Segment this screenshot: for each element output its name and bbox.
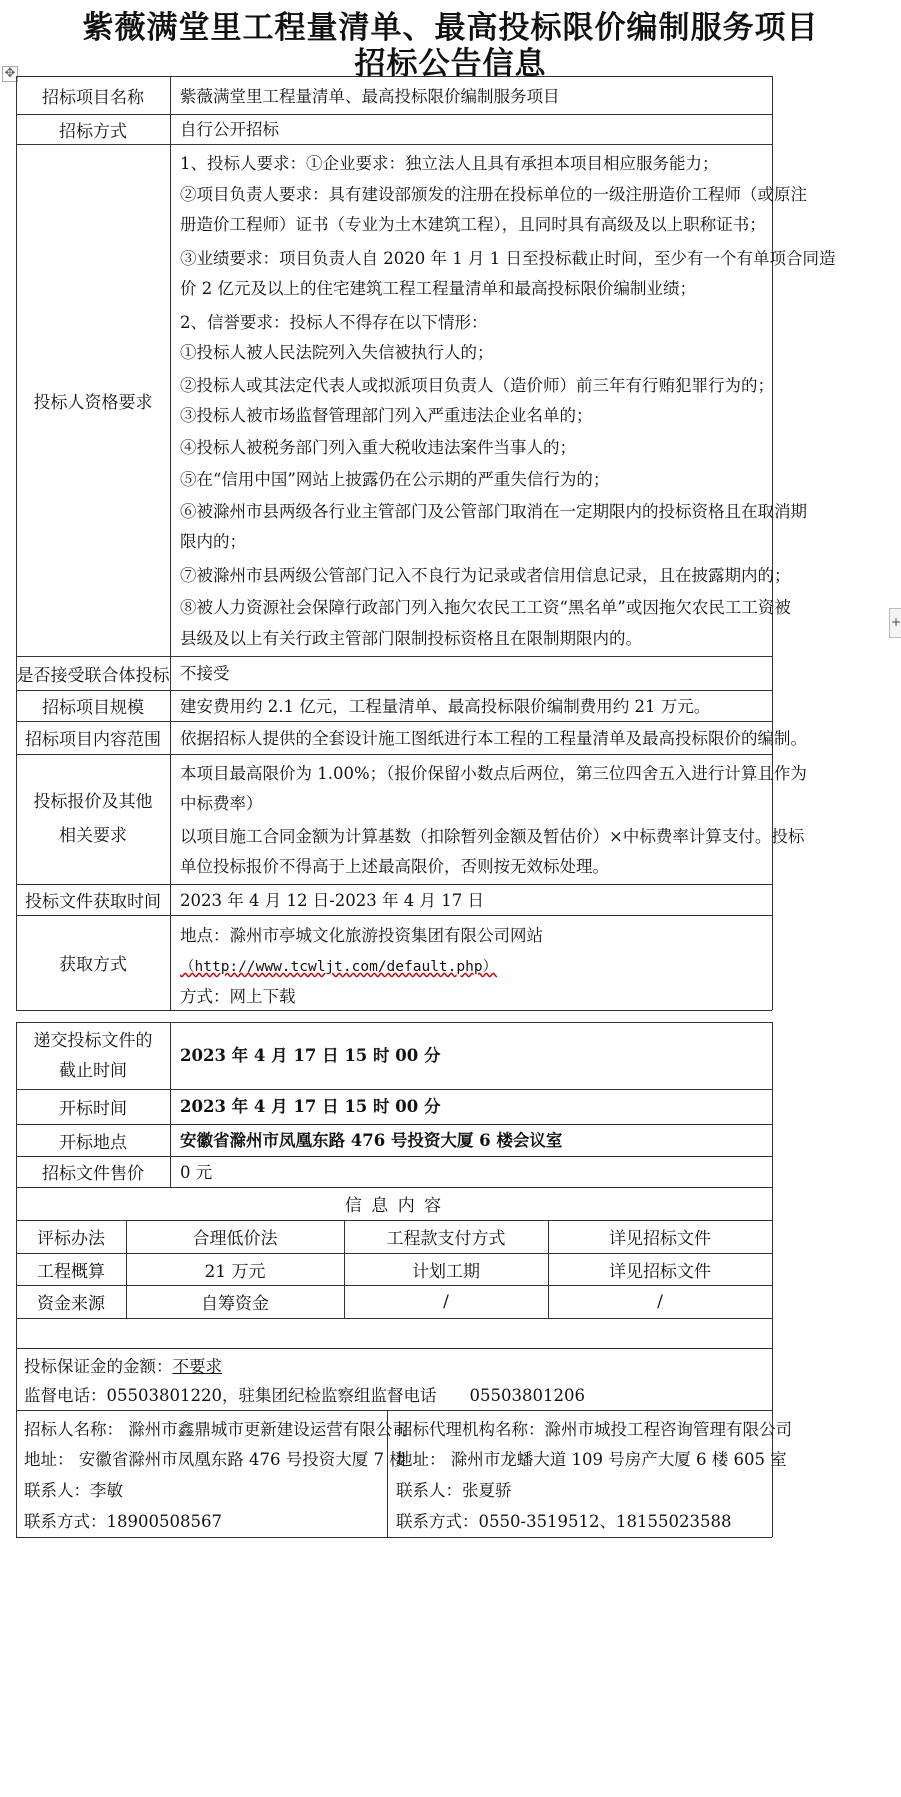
value-open-time: 2023 年 4 月 17 日 15 时 00 分 bbox=[180, 1097, 441, 1116]
supervision-phones: 监督电话：05503801220，驻集团纪检监察组监督电话 05503801206 bbox=[24, 1386, 585, 1405]
value-obtain-method: 方式：网上下载 bbox=[180, 987, 296, 1006]
info-grid-label: 工程款支付方式 bbox=[386, 1229, 506, 1249]
qualification-line: 2、信誉要求：投标人不得存在以下情形： bbox=[180, 313, 488, 332]
qualification-line: 限内的； bbox=[180, 532, 246, 551]
value-open-place: 安徽省滁州市凤凰东路 476 号投资大厦 6 楼会议室 bbox=[180, 1131, 563, 1150]
label-deadline-line2: 截止时间 bbox=[59, 1060, 127, 1081]
agent-phone: 联系方式：0550-3519512、18155023588 bbox=[396, 1512, 732, 1531]
value-obtain-place: 地点：滁州市亭城文化旅游投资集团有限公司网站 bbox=[180, 926, 543, 945]
info-grid-value: 21 万元 bbox=[204, 1261, 266, 1282]
info-grid-label: 工程概算 bbox=[37, 1261, 105, 1282]
qualification-line: ⑥被滁州市县两级各行业主管部门及公管部门取消在一定期限内的投标资格且在取消期 bbox=[180, 502, 807, 521]
label-scale: 招标项目规模 bbox=[42, 698, 144, 718]
value-scale: 建安费用约 2.1 亿元，工程量清单、最高投标限价编制费用约 21 万元。 bbox=[180, 697, 711, 716]
label-deadline bbox=[16, 1022, 170, 1089]
label-open-time: 开标时间 bbox=[59, 1099, 127, 1119]
info-grid-value: 自筹资金 bbox=[201, 1294, 269, 1314]
agent-contact: 联系人：张夏骄 bbox=[396, 1481, 512, 1500]
quote-line: 单位投标报价不得高于上述最高限价，否则按无效标处理。 bbox=[180, 857, 609, 876]
tenderer-contact: 联系人：李敏 bbox=[24, 1481, 123, 1500]
qualification-line: ④投标人被税务部门列入重大税收违法案件当事人的； bbox=[180, 438, 576, 457]
label-doc-time: 投标文件获取时间 bbox=[25, 892, 161, 912]
tenderer-name: 招标人名称： 滁州市鑫鼎城市更新建设运营有限公司 bbox=[24, 1420, 409, 1439]
label-obtain: 获取方式 bbox=[59, 955, 127, 975]
side-expand-icon[interactable]: + bbox=[889, 608, 901, 638]
qualification-line: ②投标人或其法定代表人或拟派项目负责人（造价师）前三年有行贿犯罪行为的； bbox=[180, 376, 774, 395]
value-consortium: 不接受 bbox=[180, 664, 230, 683]
value-deadline: 2023 年 4 月 17 日 15 时 00 分 bbox=[180, 1046, 441, 1065]
qualification-line: ②项目负责人要求：具有建设部颁发的注册在投标单位的一级注册造价工程师（或原注 bbox=[180, 185, 807, 204]
label-consortium: 是否接受联合体投标 bbox=[16, 665, 170, 686]
document-title-line1: 紫薇满堂里工程量清单、最高投标限价编制服务项目 bbox=[82, 10, 819, 46]
table-move-handle-icon[interactable]: ✥ bbox=[2, 66, 18, 82]
agent-address: 地址： 滁州市龙蟠大道 109 号房产大厦 6 楼 605 室 bbox=[396, 1450, 787, 1469]
deposit-row bbox=[24, 1355, 222, 1379]
label-quote bbox=[16, 754, 170, 884]
label-deadline-line1: 递交投标文件的 bbox=[33, 1030, 153, 1051]
label-quote-line2: 相关要求 bbox=[59, 826, 127, 846]
qualification-line: ③业绩要求：项目负责人自 2020 年 1 月 1 日至投标截止时间，至少有一个有单项合同造 bbox=[180, 249, 836, 268]
deposit-value: 不要求 bbox=[172, 1357, 222, 1376]
quote-line: 以项目施工合同金额为计算基数（扣除暂列金额及暂估价）×中标费率计算支付。投标 bbox=[180, 827, 805, 846]
value-doc-time: 2023 年 4 月 12 日-2023 年 4 月 17 日 bbox=[180, 891, 484, 910]
quote-line: 本项目最高限价为 1.00%；（报价保留小数点后两位，第三位四舍五入进行计算且作为 bbox=[180, 764, 807, 783]
document-title-line2: 招标公告信息 bbox=[354, 46, 547, 82]
qualification-line: 1、投标人要求：①企业要求：独立法人且具有承担本项目相应服务能力； bbox=[180, 154, 719, 173]
info-grid-value: 详见招标文件 bbox=[609, 1261, 711, 1282]
qualification-line: 县级及以上有关行政主管部门限制投标资格且在限制期限内的。 bbox=[180, 629, 642, 648]
info-grid-label: 资金来源 bbox=[37, 1294, 105, 1314]
qualification-line: 价 2 亿元及以上的住宅建筑工程工程量清单和最高投标限价编制业绩； bbox=[180, 279, 696, 298]
info-grid-label: / bbox=[443, 1291, 449, 1312]
value-method: 自行公开招标 bbox=[180, 120, 279, 139]
qualification-line: ③投标人被市场监督管理部门列入严重违法企业名单的； bbox=[180, 406, 593, 425]
qualification-line: ⑧被人力资源社会保障行政部门列入拖欠农民工工资“黑名单”或因拖欠农民工工资被 bbox=[180, 598, 791, 617]
label-scope: 招标项目内容范围 bbox=[25, 730, 161, 750]
quote-line: 中标费率） bbox=[180, 794, 263, 813]
label-quote-line1: 投标报价及其他 bbox=[33, 792, 153, 812]
qualification-line: ⑤在“信用中国”网站上披露仍在公示期的严重失信行为的； bbox=[180, 470, 610, 489]
info-grid-value: / bbox=[657, 1291, 663, 1312]
value-scope: 依据招标人提供的全套设计施工图纸进行本工程的工程量清单及最高投标限价的编制。 bbox=[180, 729, 807, 748]
label-project-name: 招标项目名称 bbox=[42, 87, 144, 108]
info-grid-value: 详见招标文件 bbox=[609, 1229, 711, 1249]
label-open-place: 开标地点 bbox=[59, 1132, 127, 1153]
label-price: 招标文件售价 bbox=[42, 1164, 144, 1184]
info-grid-label: 计划工期 bbox=[412, 1261, 480, 1282]
info-section-header: 信 息 内 容 bbox=[344, 1196, 444, 1216]
qualification-line: ⑦被滁州市县两级公管部门记入不良行为记录或者信用信息记录，且在披露期内的； bbox=[180, 566, 791, 585]
tenderer-address: 地址： 安徽省滁州市凤凰东路 476 号投资大厦 7 楼 bbox=[24, 1450, 406, 1469]
obtain-website-link[interactable]: （http://www.tcwljt.com/default.php） bbox=[180, 959, 498, 975]
info-grid-value: 合理低价法 bbox=[192, 1229, 278, 1249]
deposit-label: 投标保证金的金额： bbox=[24, 1357, 173, 1376]
value-project-name: 紫薇满堂里工程量清单、最高投标限价编制服务项目 bbox=[180, 87, 560, 106]
label-method: 招标方式 bbox=[59, 121, 127, 142]
label-qualification: 投标人资格要求 bbox=[33, 392, 153, 413]
qualification-line: 册造价工程师）证书（专业为土木建筑工程），且同时具有高级及以上职称证书； bbox=[180, 215, 766, 234]
info-grid-label: 评标办法 bbox=[37, 1229, 105, 1249]
agent-name: 招标代理机构名称：滁州市城投工程咨询管理有限公司 bbox=[396, 1420, 792, 1439]
tenderer-phone: 联系方式：18900508567 bbox=[24, 1512, 222, 1531]
value-price: 0 元 bbox=[180, 1163, 213, 1182]
qualification-line: ①投标人被人民法院列入失信被执行人的； bbox=[180, 343, 494, 362]
